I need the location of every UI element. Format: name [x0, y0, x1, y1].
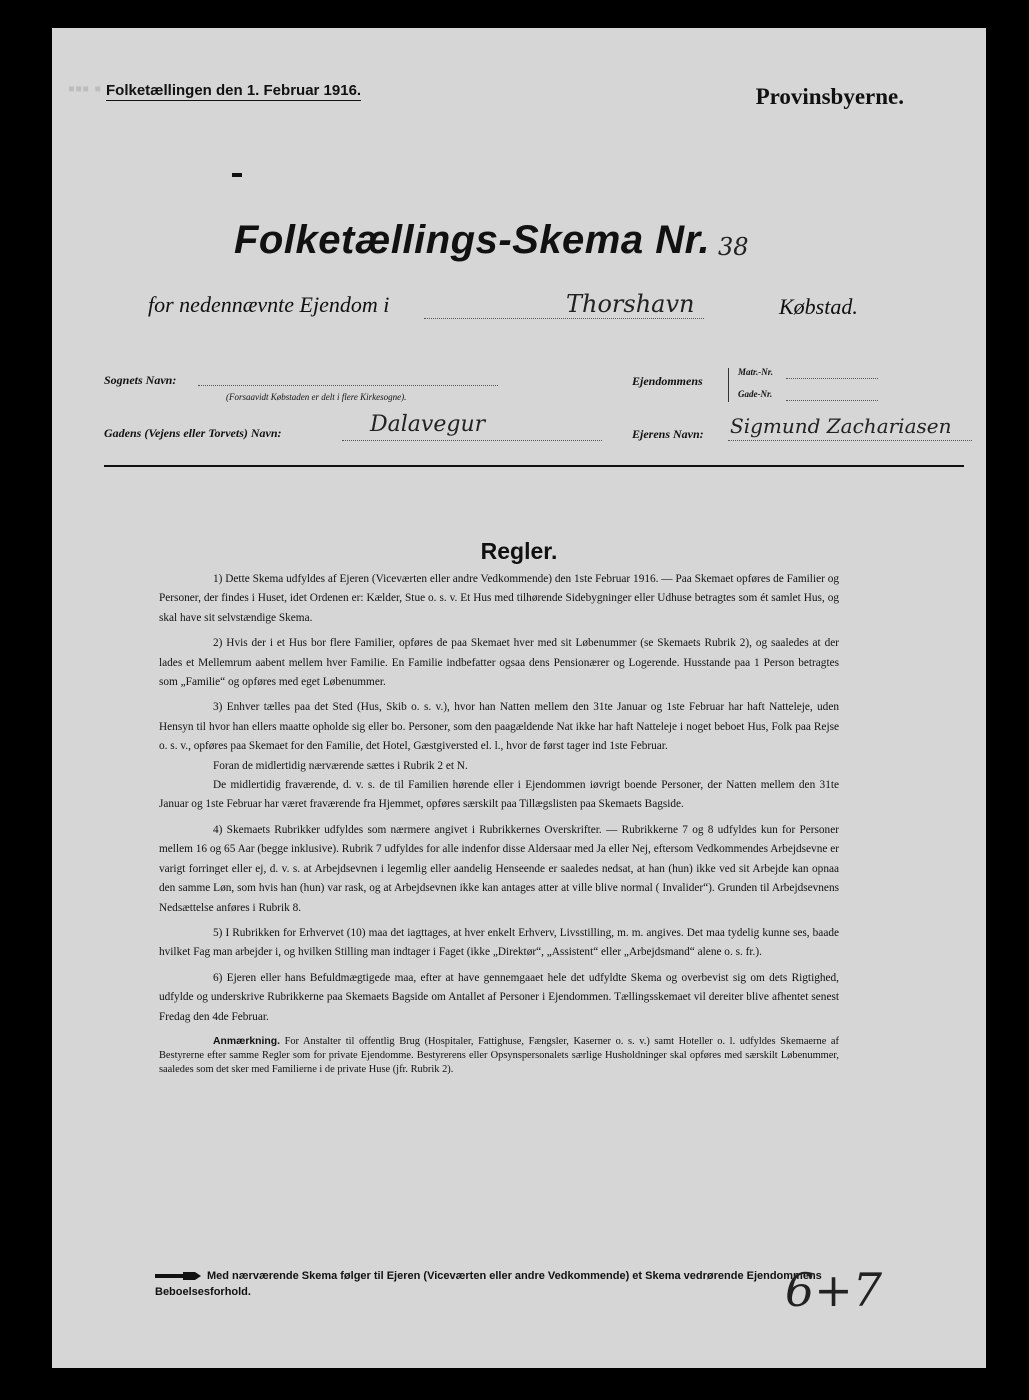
- rule-5: 5) I Rubrikken for Erhvervet (10) maa det iagttages, at hver enkelt Erhverv, Livsstilling, m. m. angives. Det maa tydelig kunne ses, baade hvilket Fag man arbejder i, og hvilken Stilling man indtager i Faget (ikke „Direktør“, „Assistent“ eller „Arbejdsmand“ alene o. s. fr.).: [159, 926, 839, 959]
- town-dotted-line: [424, 318, 704, 319]
- bleed-through-mark: ▪▪▪ ▪: [68, 78, 102, 100]
- rule-2: 2) Hvis der i et Hus bor flere Familier, opføres de paa Skemaet hver med sit Løbenummer (se Skemaets Rubrik 2), og saaledes at der lades et Mellemrum aabent mellem hver Familie. En Familie indbefatter ogsaa dens Pensionærer og Logerende. Husstande paa 1 Person betragtes som „Familie“ og opføres med eget Løbenummer.: [159, 637, 839, 689]
- property-label: Ejendommens: [632, 374, 703, 388]
- pointing-hand-icon: [155, 1271, 201, 1281]
- rule-3: 3) Enhver tælles paa det Sted (Hus, Skib o. s. v.), hvor han Natten mellem den 31te Januar og 1ste Februar har haft Natteleje, uden Hensyn til hvor han ellers maatte opholde sig eller bo. Personer, som den paagældende Nat ikke har haft Natteleje i noget beboet Hus, Folk paa Rejse o. s. v., opføres paa Skemaet for den Familie, det Hotel, Gæstgiversted el. l., hvor de først tager ind 1ste Februar.: [159, 701, 839, 753]
- footer-notice: [155, 1268, 885, 1300]
- census-date-header: Folketællingen den 1. Februar 1916.: [106, 82, 362, 99]
- note-label: Anmærkning.: [213, 1035, 280, 1047]
- rule-1: 1) Dette Skema udfyldes af Ejeren (Viceværten eller andre Vedkommende) den 1ste Februar 1916. — Paa Skemaet opføres de Familier og Personer, der findes i Huset, idet Ordenen er: Kælder, Stue o. s. v. Et Hus med tilhørende Sidebygninger eller Udhuse betragtes som ét samlet Hus, og skal have sit selvstændige Skema.: [159, 573, 839, 624]
- gade-nr-dotted-line: [786, 400, 878, 401]
- street-handwritten: Dalavegur: [370, 412, 486, 437]
- rules-body: [159, 570, 839, 1083]
- rules-heading: Regler.: [480, 538, 558, 564]
- parish-dotted-line: [198, 385, 498, 386]
- region-header: Provinsbyerne.: [755, 84, 904, 109]
- note-paragraph: [159, 1035, 839, 1077]
- rule-3-present: Foran de midlertidig nærværende sættes i Rubrik 2 et N.: [213, 759, 468, 772]
- owner-dotted-line: [728, 440, 972, 441]
- section-divider: [104, 465, 964, 467]
- form-number-handwritten: 38: [718, 233, 749, 261]
- margin-note-handwritten: 6+7: [785, 1263, 883, 1317]
- owner-handwritten: Sigmund Zachariasen: [730, 414, 952, 438]
- rule-6: 6) Ejeren eller hans Befuldmægtigede maa, efter at have gennemgaaet hele det udfyldte Skema og overbevist sig om dets Rigtighed, udfylde og underskrive Rubrikkerne paa Skemaets Bagside om Antallet af Personer i Ejendommen. Tællingsskemaet vil dereiter blive afhentet senest Fredag den 4de Februar.: [159, 971, 839, 1023]
- census-form-page: [52, 28, 986, 1368]
- property-subline-suffix: Købstad.: [779, 294, 858, 319]
- note-text: For Anstalter til offentlig Brug (Hospitaler, Fattighuse, Fængsler, Kaserner o. s. v.) samt Hoteller o. l. udfyldes Skemaerne af Bestyrerne efter samme Regler som for private Ejendomme. Bestyrerens eller Opsynspersonalets særlige Husholdninger skal opføres med særskilt Løbenummer, saaledes som det sker med Familierne i de private Huse (jfr. Rubrik 2).: [159, 1035, 839, 1075]
- parish-label: Sognets Navn:: [104, 373, 177, 387]
- property-bracket: [728, 368, 729, 402]
- matr-dotted-line: [786, 378, 878, 379]
- street-dotted-line: [342, 440, 602, 441]
- form-title: Folketællings-Skema Nr.: [234, 218, 711, 262]
- parish-note: (Forsaavidt Købstaden er delt i flere Kirkesogne).: [226, 392, 407, 402]
- street-label: Gadens (Vejens eller Torvets) Navn:: [104, 426, 282, 440]
- rule-4: 4) Skemaets Rubrikker udfyldes som nærmere angivet i Rubrikkernes Overskrifter. — Rubrikkerne 7 og 8 udfyldes kun for Personer mellem 16 og 65 Aar (begge inklusive). Rubrik 7 udfyldes for alle indenfor disse Aldersaar med Ja eller Nej, eftersom Vedkommendes Arbejdsevne er varigt forringet eller ej, d. v. s. at Arbejdsevnen i legemlig eller aandelig Henseende er saaledes nedsat, at han (hun) ikke ved sit Arbejde kan opnaa den samme Løn, som hvis han (hun) var rask, og at Arbejdsevnen ikke kan antages atter at ville blive normal ( Invalider“). Grunden til Arbejdsevnens Nedsættelse anføres i Rubrik 8.: [159, 823, 839, 914]
- property-subline-prefix: for nedennævnte Ejendom i: [148, 292, 390, 317]
- gade-nr-label: Gade-Nr.: [738, 389, 773, 399]
- matr-label: Matr.-Nr.: [738, 367, 774, 377]
- town-handwritten: Thorshavn: [566, 290, 695, 318]
- owner-label: Ejerens Navn:: [632, 427, 704, 441]
- rule-3-absent: De midlertidig fraværende, d. v. s. de til Familien hørende eller i Ejendommen iøvrigt boende Personer, der Natten mellem den 31te Januar og 1ste Februar har været fraværende fra Hjemmet, opføres særskilt paa Tillægslisten paa Skemaets Bagside.: [159, 779, 839, 811]
- dash-mark: [232, 173, 242, 177]
- footer-text: Med nærværende Skema følger til Ejeren (Viceværten eller andre Vedkommende) et Skema vedrørende Ejendommens Beboelsesforhold.: [155, 1270, 822, 1298]
